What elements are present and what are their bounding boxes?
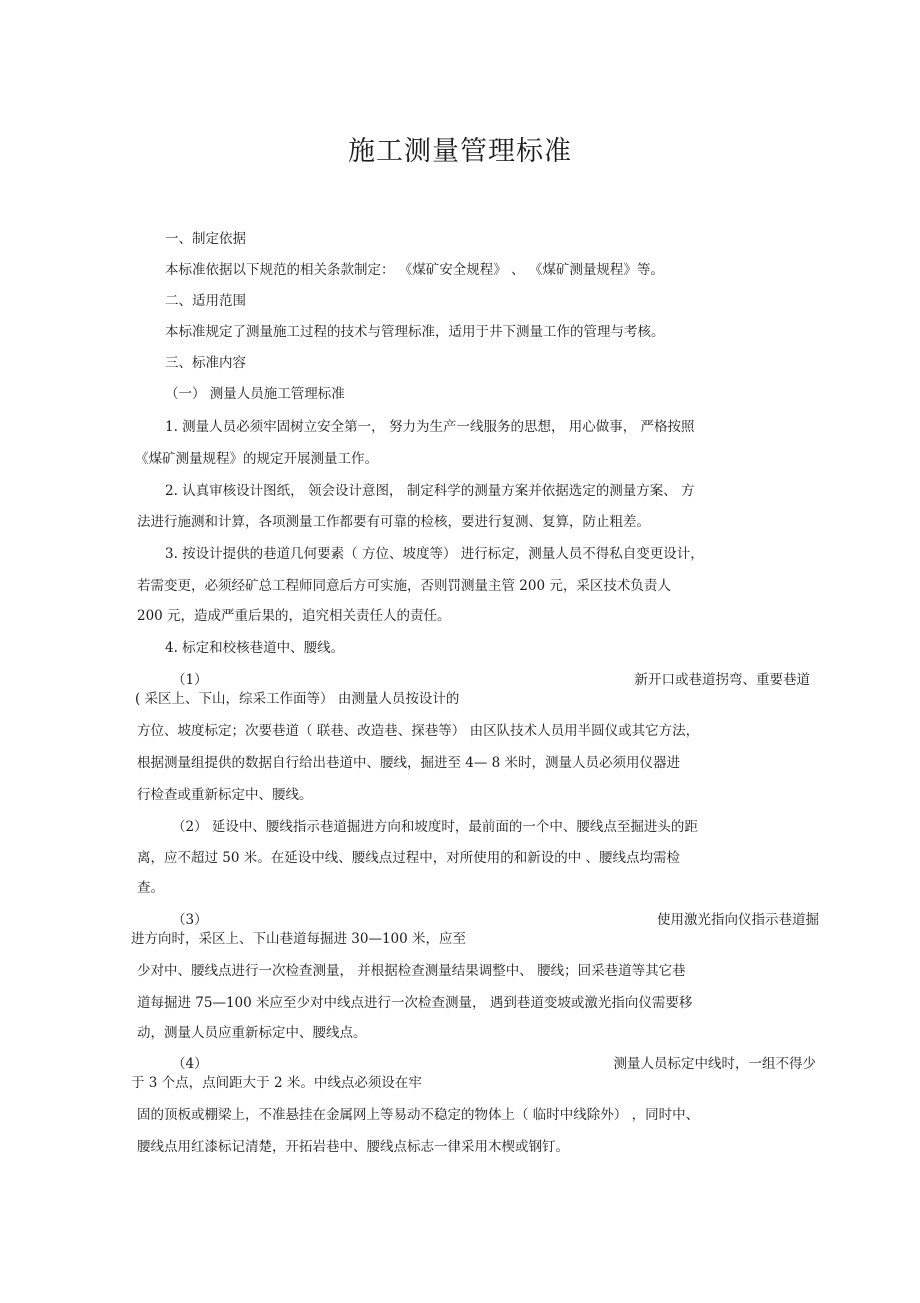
body-line: 2. 认真审核设计图纸， 领会设计意图， 制定科学的测量方案并依据选定的测量方案、 方 (165, 483, 695, 499)
body-line: 新开口或巷道拐弯、重要巷道 (634, 672, 810, 688)
body-line: 方位、坡度标定；次要巷道（ 联巷、改造巷、探巷等） 由区队技术人员用半圆仪或其它方法， (137, 723, 700, 739)
subsection-heading: （一） 测量人员施工管理标准 (165, 386, 345, 402)
body-line: 《煤矿测量规程》的规定开展测量工作。 (135, 451, 378, 467)
body-line: 于 3 个点，点间距大于 2 米。中线点必须设在牢 (131, 1075, 422, 1091)
item-number: （4） (172, 1056, 208, 1072)
body-line: 若需变更，必须经矿总工程师同意后方可实施，否则罚测量主管 200 元，采区技术负责人 (137, 578, 671, 594)
body-line: 行检查或重新标定中、腰线。 (137, 787, 313, 803)
body-line: 1. 测量人员必须牢固树立安全第一， 努力为生产一线服务的思想， 用心做事， 严格按照 (165, 419, 695, 435)
body-line: 本标准依据以下规范的相关条款制定： 《煤矿安全规程》 、 《煤矿测量规程》等。 (165, 262, 664, 278)
body-line: 固的顶板或棚梁上，不准悬挂在金属网上等易动不稳定的物体上（ 临时中线除外） ，同时中、 (137, 1107, 700, 1123)
section-heading-scope: 二、适用范围 (165, 293, 246, 309)
body-line: 动，测量人员应重新标定中、腰线点。 (137, 1025, 367, 1041)
item-number: （3） (172, 912, 208, 928)
body-line: 法进行施测和计算，各项测量工作都要有可靠的检核，要进行复测、复算，防止粗差。 (137, 514, 650, 530)
body-line: 测量人员标定中线时，一组不得少 (613, 1056, 816, 1072)
body-line: 道每掘进 75—100 米应至少对中线点进行一次检查测量， 遇到巷道变坡或激光指向仪需要移 (137, 995, 693, 1011)
body-line: 查。 (137, 880, 164, 896)
item-number: （1） (172, 672, 208, 688)
body-line: （2） 延设中、腰线指示巷道掘进方向和坡度时，最前面的一个中、腰线点至掘进头的距 (172, 819, 698, 835)
body-line: 4. 标定和校核巷道中、腰线。 (165, 640, 345, 656)
section-heading-basis: 一、制定依据 (165, 231, 246, 247)
body-line: 3. 按设计提供的巷道几何要素（ 方位、坡度等） 进行标定，测量人员不得私自变更设计， (165, 546, 704, 562)
document-title: 施工测量管理标准 (348, 136, 572, 167)
body-line: 少对中、腰线点进行一次检查测量， 并根据检查测量结果调整中、 腰线；回采巷道等其它巷 (137, 963, 686, 979)
body-line: 200 元，造成严重后果的，追究相关责任人的责任。 (137, 608, 451, 624)
body-line: 进方向时，采区上、下山巷道每掘进 30—100 米，应至 (131, 931, 467, 947)
body-line: ( 采区上、下山，综采工作面等） 由测量人员按设计的 (135, 691, 460, 707)
body-line: 本标准规定了测量施工过程的技术与管理标准，适用于井下测量工作的管理与考核。 (165, 324, 665, 340)
body-line: 使用激光指向仪指示巷道掘 (657, 912, 819, 928)
body-line: 离，应不超过 50 米。在延设中线、腰线点过程中，对所使用的和新设的中 、腰线点均需检 (137, 850, 681, 866)
body-line: 腰线点用红漆标记清楚，开拓岩巷中、腰线点标志一律采用木楔或钢钉。 (137, 1139, 569, 1155)
body-line: 根据测量组提供的数据自行给出巷道中、腰线，掘进至 4— 8 米时，测量人员必须用仪器进 (137, 755, 681, 771)
section-heading-content: 三、标准内容 (165, 355, 246, 371)
